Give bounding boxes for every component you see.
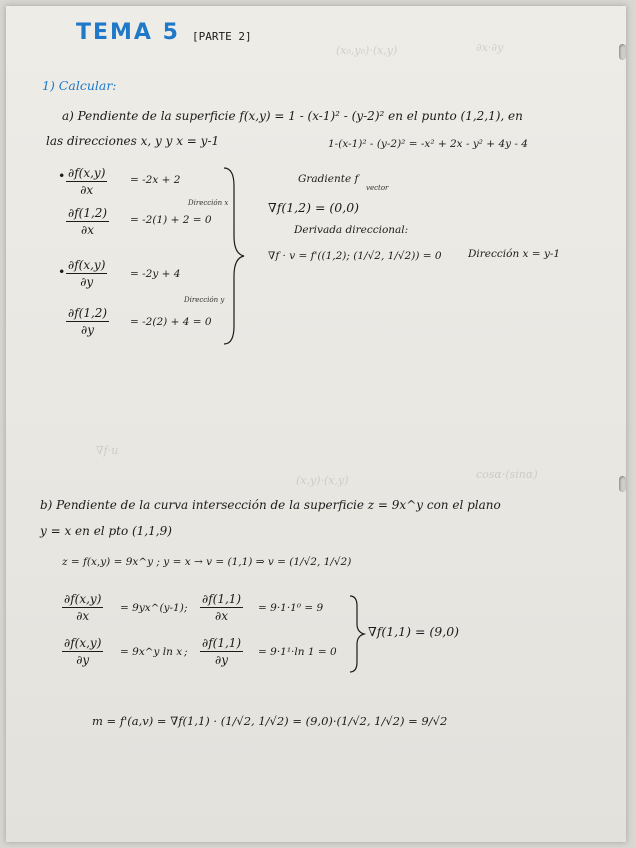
fraction-numerator: ∂f(x,y) [64, 636, 102, 650]
fraction-numerator: ∂f(x,y) [68, 258, 106, 272]
derivative-value: = 9yx^(y-1) [120, 602, 184, 614]
directional-label: Derivada direccional: [294, 224, 409, 236]
slope-result: m = f'(a,v) = ∇f(1,1) · (1/√2, 1/√2) = (9,0)·(1/√2, 1/√2) = 9/√2 [92, 714, 448, 728]
curly-brace [348, 594, 366, 674]
fraction-denominator: ∂y [76, 653, 90, 667]
derivative-value: = -2y + 4 [130, 268, 181, 280]
derivative-fraction [62, 592, 103, 623]
derivative-fraction [62, 636, 103, 667]
fraction-numerator: ∂f(1,2) [68, 306, 108, 320]
fraction-numerator: ∂f(x,y) [68, 166, 106, 180]
part-a-expansion: 1-(x-1)² - (y-2)² = -x² + 2x - y² + 4y - 4 [328, 138, 528, 150]
direction-note: Dirección y [184, 296, 225, 304]
fraction-denominator: ∂x [76, 609, 90, 623]
derivative-fraction [200, 636, 243, 667]
derivative-value: = -2x + 2 [130, 174, 181, 186]
fraction-numerator: ∂f(1,2) [68, 206, 108, 220]
direction-note: Dirección x [188, 199, 229, 207]
separator: ; [184, 602, 188, 614]
bullet: • [58, 264, 66, 279]
page-subtitle: [PARTE 2] [192, 30, 252, 43]
bleed-through-text: cosα·(sinα) [476, 468, 538, 481]
derivative-fraction [66, 166, 107, 197]
derivative-fraction [66, 306, 109, 337]
fraction-denominator: ∂x [81, 223, 95, 237]
fraction-denominator: ∂y [81, 323, 95, 337]
part-b-definition: z = f(x,y) = 9x^y ; y = x → v = (1,1) ⇒ v = (1/√2, 1/√2) [62, 556, 352, 568]
bleed-through-text: ∇f·u [96, 444, 119, 457]
binding-ring [619, 44, 626, 60]
gradient-label: Gradiente f [298, 173, 359, 185]
gradient-label-sup: vector [366, 184, 389, 192]
separator: ; [184, 646, 188, 658]
bullet: • [58, 168, 66, 183]
fraction-numerator: ∂f(1,1) [202, 592, 242, 606]
derivative-fraction [200, 592, 243, 623]
part-b-statement: b) Pendiente de la curva intersección de la superficie z = 9x^y con el plano [40, 498, 501, 512]
fraction-numerator: ∂f(x,y) [64, 592, 102, 606]
fraction-numerator: ∂f(1,1) [202, 636, 242, 650]
derivative-value: = 9x^y ln x [120, 646, 183, 658]
directional-value: ∇f · v = f'((1,2); (1/√2, 1/√2)) = 0 [268, 250, 442, 262]
binding-ring [619, 476, 626, 492]
part-b-point: y = x en el pto (1,1,9) [40, 524, 172, 538]
gradient-value: ∇f(1,1) = (9,0) [368, 624, 460, 639]
curly-brace [220, 166, 246, 346]
derivative-value: = -2(1) + 2 = 0 [130, 214, 212, 226]
fraction-denominator: ∂x [80, 183, 94, 197]
derivative-value: = 9·1¹·ln 1 = 0 [258, 646, 337, 658]
part-a-directions: las direcciones x, y y x = y-1 [46, 134, 220, 148]
derivative-fraction [66, 258, 107, 289]
part-a-statement: a) Pendiente de la superficie f(x,y) = 1 - (x-1)² - (y-2)² en el punto (1,2,1), en [62, 109, 523, 123]
derivative-fraction [66, 206, 109, 237]
bleed-through-text: (x,y)·(x,y) [296, 474, 349, 487]
directional-note: Dirección x = y-1 [468, 248, 561, 260]
derivative-value: = 9·1·1⁰ = 9 [258, 602, 324, 614]
fraction-denominator: ∂y [215, 653, 229, 667]
fraction-denominator: ∂x [215, 609, 229, 623]
page-title: TEMA 5 [76, 20, 180, 45]
section-heading: 1) Calcular: [42, 78, 117, 93]
bleed-through-text: ∂x·∂y [476, 41, 504, 54]
gradient-value: ∇f(1,2) = (0,0) [268, 200, 360, 215]
bleed-through-text: (x₀,y₀)·(x,y) [336, 44, 398, 57]
fraction-denominator: ∂y [80, 275, 94, 289]
derivative-value: = -2(2) + 4 = 0 [130, 316, 212, 328]
notebook-page [6, 6, 626, 842]
